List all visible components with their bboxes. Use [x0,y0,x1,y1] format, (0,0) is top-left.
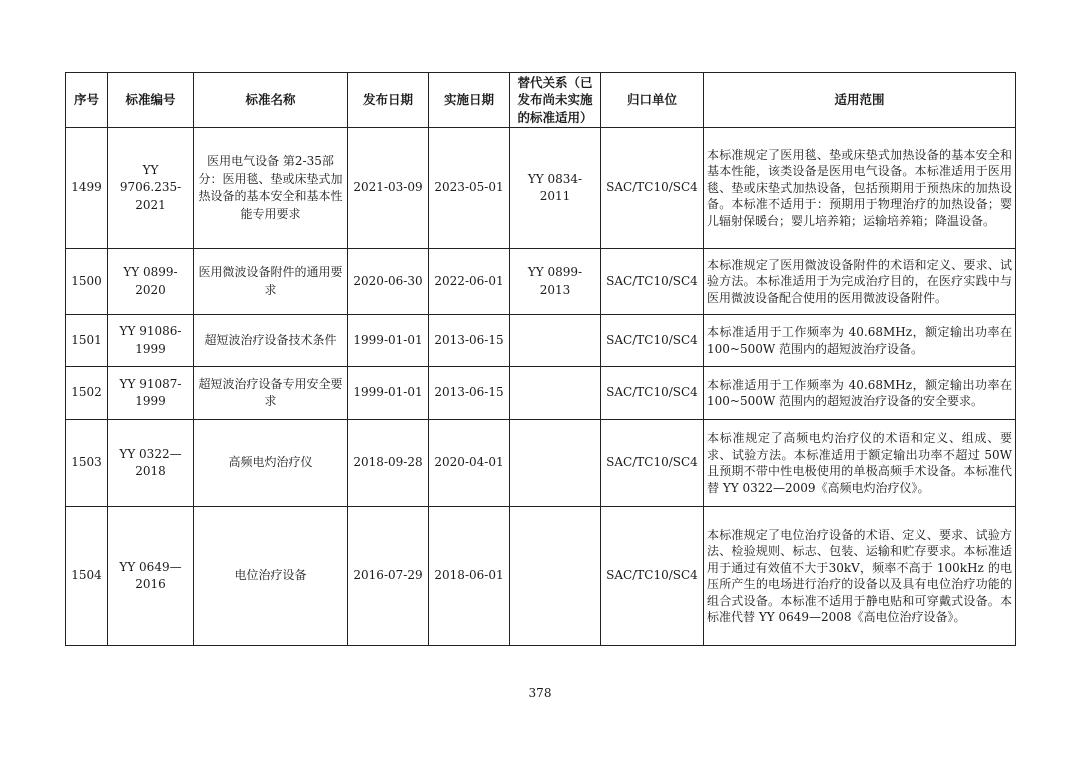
cell-publish-date: 2016-07-29 [348,507,429,646]
cell-replacement [510,420,601,507]
cell-name: 超短波治疗设备专用安全要求 [194,367,348,420]
header-publish-date: 发布日期 [348,73,429,128]
cell-scope: 本标准规定了电位治疗设备的术语、定义、要求、试验方法、检验规则、标志、包装、运输和贮存要求。本标准适用于通过有效值不大于30kV，频率不高于 100kHz 的电压所产生的电场进行治疗的设备以及具有电位治疗功能的组合式设备。本标准不适用于静电贴和可穿戴式设备。本标准代替 YY 0649—2008《高电位治疗设备》。 [704,507,1016,646]
cell-code: YY 0649—2016 [108,507,194,646]
cell-replacement [510,315,601,367]
cell-unit: SAC/TC10/SC4 [601,507,704,646]
cell-name: 高频电灼治疗仪 [194,420,348,507]
cell-implement-date: 2020-04-01 [429,420,510,507]
header-implement-date: 实施日期 [429,73,510,128]
table-row [66,507,1016,646]
cell-publish-date: 2020-06-30 [348,249,429,315]
cell-code: YY 91087-1999 [108,367,194,420]
cell-unit: SAC/TC10/SC4 [601,367,704,420]
cell-unit: SAC/TC10/SC4 [601,420,704,507]
header-scope: 适用范围 [704,73,1016,128]
cell-replacement [510,367,601,420]
cell-scope: 本标准适用于工作频率为 40.68MHz，额定输出功率在 100~500W 范围内的超短波治疗设备的安全要求。 [704,367,1016,420]
cell-name: 电位治疗设备 [194,507,348,646]
cell-scope: 本标准规定了高频电灼治疗仪的术语和定义、组成、要求、试验方法。本标准适用于额定输出功率不超过 50W 且预期不带中性电极使用的单极高频手术设备。本标准代替 YY 0322—2009《高频电灼治疗仪》。 [704,420,1016,507]
page-number: 378 [528,686,552,700]
table-header-row [66,73,1016,128]
cell-unit: SAC/TC10/SC4 [601,315,704,367]
cell-implement-date: 2013-06-15 [429,315,510,367]
cell-name: 医用微波设备附件的通用要求 [194,249,348,315]
cell-scope: 本标准适用于工作频率为 40.68MHz，额定输出功率在 100~500W 范围内的超短波治疗设备。 [704,315,1016,367]
table-row [66,128,1016,249]
header-name: 标准名称 [194,73,348,128]
cell-scope: 本标准规定了医用微波设备附件的术语和定义、要求、试验方法。本标准适用于为完成治疗目的，在医疗实践中与医用微波设备配合使用的医用微波设备附件。 [704,249,1016,315]
cell-seq: 1501 [66,315,108,367]
cell-unit: SAC/TC10/SC4 [601,249,704,315]
cell-seq: 1499 [66,128,108,249]
cell-scope: 本标准规定了医用毯、垫或床垫式加热设备的基本安全和基本性能，该类设备是医用电气设备。本标准适用于医用毯、垫或床垫式加热设备，包括预期用于预热床的加热设备。本标准不适用于：预期用于物理治疗的加热设备；婴儿辐射保暖台；婴儿培养箱；运输培养箱；降温设备。 [704,128,1016,249]
cell-replacement [510,507,601,646]
table-row [66,249,1016,315]
cell-name: 医用电气设备 第2-35部分：医用毯、垫或床垫式加热设备的基本安全和基本性能专用要求 [194,128,348,249]
cell-seq: 1504 [66,507,108,646]
cell-code: YY 0899-2020 [108,249,194,315]
cell-name: 超短波治疗设备技术条件 [194,315,348,367]
cell-publish-date: 1999-01-01 [348,367,429,420]
cell-replacement: YY 0834-2011 [510,128,601,249]
header-seq: 序号 [66,73,108,128]
table-row [66,315,1016,367]
cell-publish-date: 2021-03-09 [348,128,429,249]
cell-seq: 1503 [66,420,108,507]
cell-replacement: YY 0899-2013 [510,249,601,315]
cell-implement-date: 2018-06-01 [429,507,510,646]
table-row [66,367,1016,420]
cell-unit: SAC/TC10/SC4 [601,128,704,249]
cell-code: YY 9706.235-2021 [108,128,194,249]
standards-table [65,72,1016,646]
cell-implement-date: 2022-06-01 [429,249,510,315]
header-unit: 归口单位 [601,73,704,128]
table-row [66,420,1016,507]
cell-implement-date: 2013-06-15 [429,367,510,420]
cell-publish-date: 2018-09-28 [348,420,429,507]
cell-seq: 1502 [66,367,108,420]
header-code: 标准编号 [108,73,194,128]
header-replacement: 替代关系（已发布尚未实施的标准适用） [510,73,601,128]
cell-code: YY 91086-1999 [108,315,194,367]
cell-publish-date: 1999-01-01 [348,315,429,367]
cell-code: YY 0322—2018 [108,420,194,507]
cell-seq: 1500 [66,249,108,315]
cell-implement-date: 2023-05-01 [429,128,510,249]
